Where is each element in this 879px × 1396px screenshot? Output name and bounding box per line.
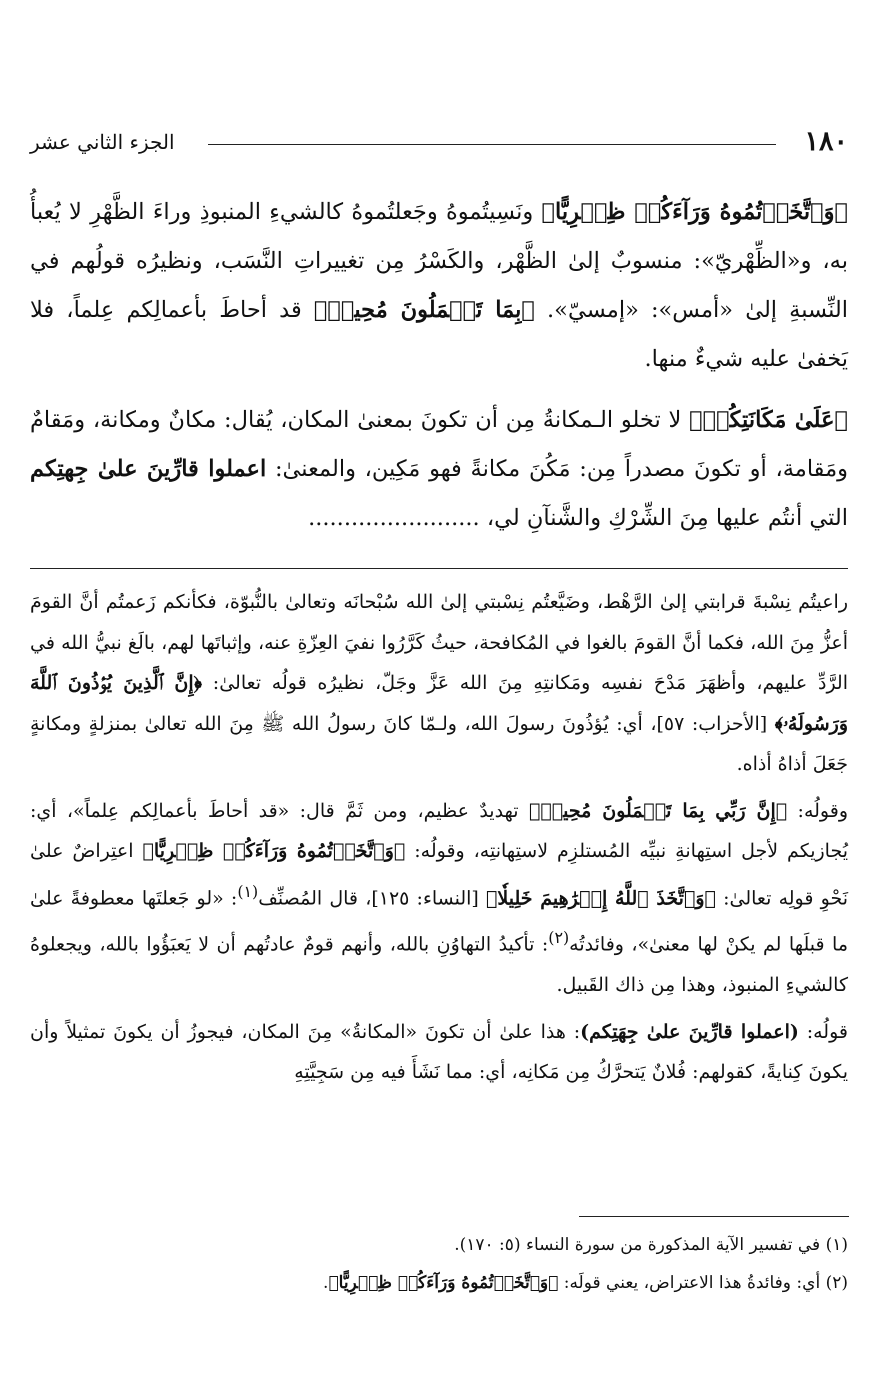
paragraph-text: : هذا علىٰ أن تكونَ «المكانةُ» مِنَ المكان، فيجوزُ أن يكونَ تمثيلاً وأن يكونَ كِنايةً، كقولهم: فُلانٌ يَتحرَّكُ مِن مَكانِه، أي: مما نَشَأَ فيه مِن سَجِيَّتِهِ xyxy=(30,1020,848,1084)
footnote-text: (٢) أي: وفائدةُ هذا الاعتراض، يعني قولَه: xyxy=(558,1273,848,1293)
quran-quote: ﴿بِمَا تَعۡمَلُونَ مُحِيطٞ﴾ xyxy=(313,297,535,323)
paragraph-text: : «لو جَعلتَها معطوفةً علىٰ ما قبلَها لم يكنْ لها معنىٰ»، وفائدتُه xyxy=(30,886,849,956)
paragraph-text: تهديدٌ عظيم، ومن ثَمَّ قال: «قد أحاطَ بأعمالِكم عِلماً»، أي: يُجازيكم لأجل استِهانةِ نبيِّه المُستلزِم لاستِهانتِه، وقولُه: xyxy=(30,799,848,862)
main-text xyxy=(30,188,848,555)
footnote-1: (١) في تفسير الآية المذكورة من سورة النساء (٥: ١٧٠). xyxy=(454,1235,848,1255)
quran-quote: ﴿وَٱتَّخَذَ ٱللَّهُ إِبۡرَٰهِيمَ خَلِيلٗا﴾ xyxy=(486,886,716,909)
commentary-paragraph xyxy=(30,582,848,785)
footnotes xyxy=(30,1226,848,1302)
running-title: الجزء الثاني عشر xyxy=(30,130,175,154)
paragraph-text: [النساء: ١٢٥]، قال المُصنِّف xyxy=(258,886,487,909)
paragraph-text: وقولُه: xyxy=(787,799,848,822)
quran-quote: ﴿إِنَّ رَبِّي بِمَا تَعۡمَلُونَ مُحِيطٞ﴾ xyxy=(528,799,788,822)
paragraph-text: ونَسِيتُموهُ وجَعلتُموهُ كالشيءِ المنبوذِ وراءَ الظَّهْرِ لا يُعبأُ به، و«الظِّهْريّ»: منسوبٌ إلىٰ الظَّهْر، والكَسْرُ مِن تغييراتِ النَّسَب، ونظيرُه قولُهم في النِّسبةِ إلىٰ «أمس»: «إمسيّ». xyxy=(30,199,849,323)
paragraph-text: : تأكيدُ التهاوُنِ بالله، وأنهم قومٌ عادتُهم أن لا يَعبَؤُوا بالله، ويجعلوهُ كالشيءِ المنبوذ، وهذا مِن ذاك القَبيل. xyxy=(30,933,848,997)
footnote-text: . xyxy=(323,1273,329,1293)
paragraph-text: لا تخلو الـمكانةُ مِن أن تكونَ بمعنىٰ المكان، يُقال: مكانٌ ومكانة، ومَقامٌ ومَقامة، أو تكونَ مصدراً مِن: مَكُنَ مكانةً فهو مَكِين، والمعنىٰ: xyxy=(30,407,848,482)
footnote-2 xyxy=(30,1264,848,1302)
commentary-paragraph xyxy=(30,791,848,1006)
main-paragraph xyxy=(30,188,848,384)
footnote-marker[interactable]: (٢) xyxy=(548,928,570,948)
paragraph-text: [الأحزاب: ٥٧]، أي: يُؤذُونَ رسولَ الله، ولـمّا كانَ رسولُ الله ﷺ مِنَ الله تعالىٰ بمنزلةٍ ومكانةٍ جَعَلَ أذاهُ أذاه. xyxy=(30,712,848,775)
paragraph-text: راعيتُم نِسْبةَ قرابتي إلىٰ الرَّهْط، وضَيَّعتُم نِسْبتي إلىٰ الله سُبْحانَه وتعالىٰ بالنُّبوّة، فكأنكم زَعمتُم أنَّ القومَ أعزُّ مِنَ الله، فكما أنَّ القومَ بالغوا في المُكافحة، حيثُ كَرَّرُوا نفيَ العِزّةِ عنه، وإثباتَها لهم، بالَغ نبيُّ الله في الرَّدِّ عليهم، وأظهَرَ مَدْحَ نفسِه ومَكانتِهِ مِنَ الله عَزَّ وجَلّ، نظيرُه قولُه تعالىٰ: xyxy=(30,591,848,694)
paragraph-text: قولُه: xyxy=(798,1020,848,1043)
footnote-rule xyxy=(579,1216,849,1217)
commentary-paragraph xyxy=(30,1012,848,1093)
footnote-marker[interactable]: (١) xyxy=(237,881,259,901)
paragraph-text: قد أحاطَ بأعمالِكم عِلماً، فلا يَخفىٰ عليه شيءٌ منها. xyxy=(30,297,848,372)
quran-quote: ﴿عَلَىٰ مَكَانَتِكُمۡ﴾ xyxy=(689,407,848,433)
quran-quote: ﴿وَٱتَّخَذۡتُمُوهُ وَرَآءَكُمۡ ظِهۡرِيًّا﴾ xyxy=(142,840,406,862)
text-commentary-divider xyxy=(30,568,848,569)
bold-phrase: (اعملوا قارِّينَ علىٰ جِهَتِكم) xyxy=(580,1020,799,1043)
paragraph-text: اعتِراضٌ علىٰ نَحْوِ قولِه تعالىٰ: xyxy=(30,840,848,909)
paragraph-text: التي أنتُم عليها مِنَ الشِّرْكِ والشَّنآنِ لي، ........................ xyxy=(308,505,848,531)
page-header xyxy=(30,122,848,166)
commentary-text xyxy=(30,582,848,1099)
header-rule xyxy=(208,144,776,145)
quran-quote: ﴿وَٱتَّخَذۡتُمُوهُ وَرَآءَكُمۡ ظِهۡرِيًّا﴾ xyxy=(541,199,848,225)
main-paragraph xyxy=(30,396,848,543)
bold-phrase: اعملوا قارِّينَ علىٰ جِهتِكم xyxy=(30,456,267,482)
quran-quote: ﴿وَٱتَّخَذۡتُمُوهُ وَرَآءَكُمۡ ظِهۡرِيًّا﴾ xyxy=(328,1273,559,1293)
page-number: ١٨٠ xyxy=(804,126,848,157)
quran-quote: ﴿إِنَّ ٱلَّذِينَ يُؤۡذُونَ ٱللَّهَ وَرَسُولَهُۥ﴾ xyxy=(30,672,848,735)
